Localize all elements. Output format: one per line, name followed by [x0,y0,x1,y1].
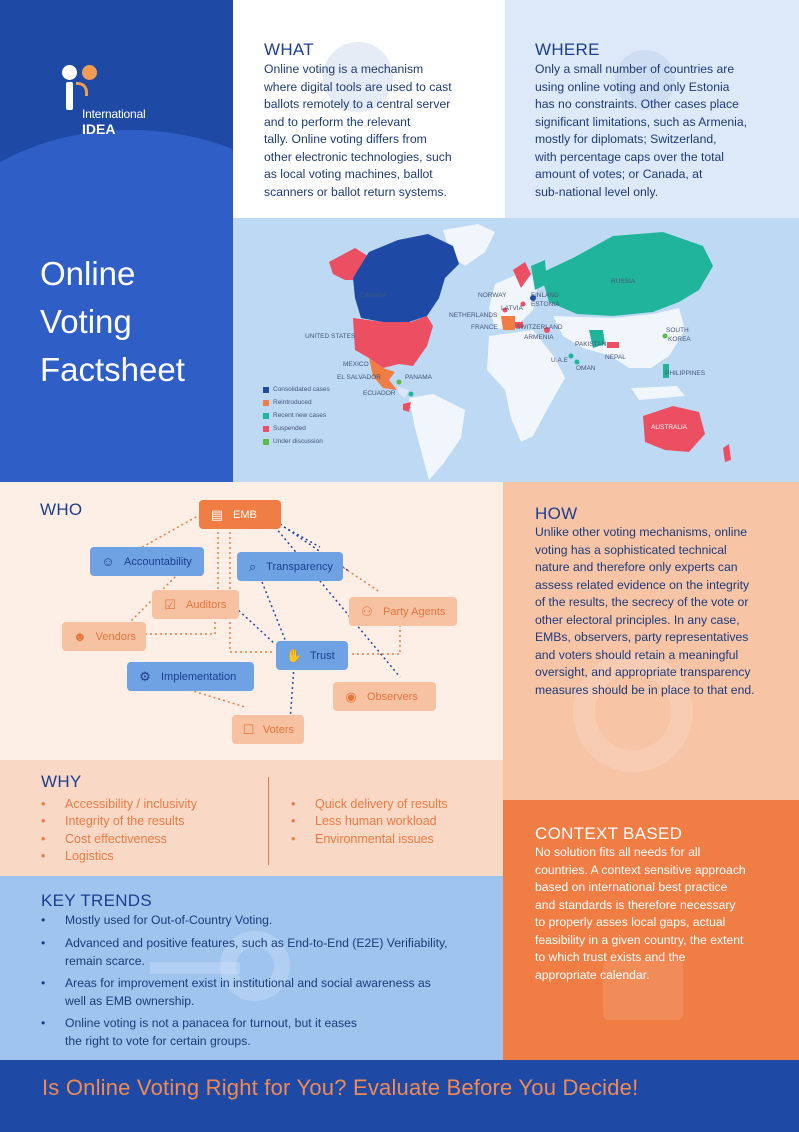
text-line: amount of votes; or Canada, at [535,167,703,181]
node-label: Voters [262,723,294,736]
text-line: has no constraints. Other cases place [535,97,739,111]
international-idea-logo [62,62,162,142]
oman-marker [575,360,580,365]
text-line: tally. Online voting differs from [264,132,427,146]
panama-marker [409,392,414,397]
legend-item [263,412,326,419]
ecuador-shape [403,402,411,412]
legend-swatch [263,426,269,432]
africa-shape [487,330,565,442]
text-line: other electoral principles. In any case, [535,612,740,627]
node-party-agents [349,597,457,626]
legend-item [263,386,330,393]
map-label-pakistan: PAKISTAN [575,341,607,348]
text-line: and voters should retain a meaningful [535,647,739,662]
why-divider [268,777,269,865]
legend-swatch [263,439,269,445]
why-item-label: Logistics [65,849,114,863]
map-label-philippines: PHILIPPINES [665,370,706,377]
text-line: Online voting is a mechanism [264,62,424,76]
bullet: • [41,936,46,950]
people-check-icon: ☺ [101,553,115,569]
map-label-nepal: NEPAL [605,354,626,361]
text-line: assess related evidence on the integrity [535,577,750,592]
title-line: Factsheet [40,351,185,388]
why-item-label: Environmental issues [315,832,434,846]
bullet: • [291,814,296,828]
text-line: and standards is therefore necessary [535,897,736,912]
text-line: oversight, and appropriate transparency [535,665,751,679]
text-line: Online voting is not a panacea for turnout, but it eases [65,1016,358,1030]
how-body [535,524,797,699]
text-line: the right to vote for certain groups. [65,1033,251,1048]
text-line: scanners or ballot return systems. [264,184,447,199]
how-section [503,482,799,800]
context-section [503,800,799,1060]
text-line: nature and therefore only experts can [535,560,738,574]
context-heading: CONTEXT BASED [535,824,683,843]
page-title [40,250,230,394]
key-trends-heading: KEY TRENDS [41,891,153,910]
map-label-united-states: UNITED STATES [305,333,356,340]
why-item-label: Quick delivery of results [315,797,448,811]
node-label: Transparency [266,560,333,573]
footer-tagline: Is Online Voting Right for You? Evaluate Before You Decide! [42,1075,639,1100]
legend-label: Reintroduced [273,399,312,406]
why-item-label: Integrity of the results [65,814,185,828]
text-line: well as EMB ownership. [65,993,195,1008]
node-trust [276,641,348,670]
node-label: Auditors [186,598,227,611]
why-item [291,797,448,811]
map-label-south-korea: SOUTH [666,327,689,334]
title-line: Online [40,255,136,292]
text-line: Mostly used for Out-of-Country Voting. [65,913,273,927]
node-transparency [237,552,343,581]
text-line: to properly asses local gaps, actual [535,915,726,929]
legend-label: Under discussion [273,438,323,445]
node-label: EMB [233,508,257,521]
node-label: Implementation [161,670,237,683]
map-label-oman: OMAN [576,365,596,372]
indonesia-shape [631,386,685,400]
node-voters [232,715,304,744]
ballot-box-icon: ☐ [242,721,255,737]
text-line: measures should be in place to that end. [535,682,755,697]
map-label-norway: NORWAY [478,292,507,299]
text-line: sub-national level only. [535,184,659,199]
legend-swatch [263,413,269,419]
france-shape [501,316,515,330]
text-line: feasibility in a given country, the extent [535,932,744,947]
node-label: Vendors [95,630,136,643]
where-heading: WHERE [535,40,600,59]
text-line: appropriate calendar. [535,967,650,982]
map-label-uae: U.A.E [551,357,568,364]
map-label-el-salvador: EL SALVADOR [337,374,381,381]
who-heading: WHO [40,500,83,519]
text-line: with percentage caps over the total [535,149,725,164]
context-body [535,844,797,984]
map-label-panama: PANAMA [405,374,432,381]
trend-item [41,912,475,930]
title-line: Voting [40,303,132,340]
map-label-netherlands: NETHERLANDS [449,312,498,319]
legend-label: Recent new cases [273,412,327,419]
bullet: • [41,797,46,811]
canada-shape [353,234,459,322]
text-line: based on international best practice [535,880,728,894]
why-item [41,814,185,828]
text-line: EMBs, observers, party representatives [535,630,749,644]
legend-swatch [263,400,269,406]
text-line: remain scarce. [65,953,145,968]
map-label-armenia: ARMENIA [524,334,554,341]
node-label: Trust [310,649,335,662]
ballot-icon: ▤ [210,506,224,522]
map-label-switzerland: SWITZERLAND [516,324,563,331]
text-line: ballots remotely to a central server [264,97,451,111]
legend-item [263,425,306,432]
bullet: • [41,1016,46,1030]
node-label: Observers [367,690,418,703]
logo-text-international: International [82,107,146,121]
why-item-label: Less human workload [315,814,437,828]
text-line: significant limitations, such as Armenia, [535,114,748,129]
node-accountability [90,547,204,576]
trend-item [41,975,475,1010]
logo-text-idea: IDEA [82,121,116,137]
legend-swatch [263,387,269,393]
world-map [233,218,799,482]
bullet: • [41,849,46,863]
magnifier-icon: ⌕ [248,558,257,574]
text-line: Only a small number of countries are [535,62,735,76]
what-heading: WHAT [264,40,314,59]
russia-shape [539,232,713,316]
why-item [41,797,197,811]
map-label-latvia: LATVIA [501,305,523,312]
what-body [264,61,504,201]
map-label-canada: CANADA [360,292,388,299]
legend-label: Suspended [273,425,306,432]
text-line: countries. A context sensitive approach [535,862,746,877]
text-line: of the results, the secrecy of the vote or [535,595,749,609]
why-item [41,849,114,863]
legend-item [263,438,323,445]
legend-item [263,399,312,406]
text-line: to which trust exists and the [535,950,686,964]
why-item [291,814,437,828]
map-label-australia: AUSTRALIA [651,424,688,431]
text-line: as local voting machines, ballot [264,167,433,181]
text-line: and to perform the relevant [264,114,411,129]
bullet: • [41,832,46,846]
map-label-mexico: MEXICO [343,361,369,368]
bullet: • [291,797,296,811]
text-line: Advanced and positive features, such as End-to-End (E2E) Verifiability, [65,936,448,950]
node-implementation [127,662,254,691]
text-line: Areas for improvement exist in institutional and social awareness as [65,976,431,990]
node-observers [333,682,436,711]
why-item-label: Accessibility / inclusivity [65,797,197,811]
new-zealand-shape [723,444,731,462]
gears-icon: ⚙ [139,668,151,684]
why-heading: WHY [41,772,82,791]
map-label-ecuador: ECUADOR [363,390,396,397]
node-vendors [62,622,146,651]
trend-item [41,1015,475,1050]
node-label: Accountability [124,555,192,568]
bullet: • [41,976,46,990]
handshake-icon: ✋ [286,647,303,663]
where-body [535,61,795,201]
trend-item [41,935,475,970]
map-label-finland: FINLAND [531,292,559,299]
people-icon: ☻ [72,628,87,644]
uae-marker [569,354,574,359]
text-line: No solution fits all needs for all [535,845,701,859]
bullet: • [291,832,296,846]
node-emb [199,500,281,529]
south-korea-marker [663,334,668,339]
south-america-shape [409,394,465,480]
central-america-shape [397,386,409,398]
text-line: other electronic technologies, such [264,149,452,164]
why-item [41,832,167,846]
node-auditors [152,590,239,619]
map-label-russia: RUSSIA [611,278,636,285]
text-line: Unlike other voting mechanisms, online [535,525,748,539]
why-item [291,832,434,846]
bullet: • [41,814,46,828]
map-label-france: FRANCE [471,324,498,331]
node-label: Party Agents [383,605,446,618]
org-chart-icon: ⚇ [361,603,373,619]
nepal-shape [607,342,619,348]
legend-label: Consolidated cases [273,386,330,393]
el-salvador-marker [397,380,402,385]
bullet: • [41,913,46,927]
text-line: mostly for diplomats; Switzerland, [535,132,717,146]
map-label-estonia: ESTONIA [531,301,560,308]
where-section [505,0,799,218]
observers-icon: ◉ [345,688,357,704]
map-label-south-korea: KOREA [668,336,691,343]
how-heading: HOW [535,504,578,523]
text-line: using online voting and only Estonia [535,79,730,94]
text-line: voting has a sophisticated technical [535,542,727,557]
why-item-label: Cost effectiveness [65,832,167,846]
what-section [233,0,505,218]
audit-icon: ☑ [164,596,176,612]
text-line: where digital tools are used to cast [264,79,452,94]
